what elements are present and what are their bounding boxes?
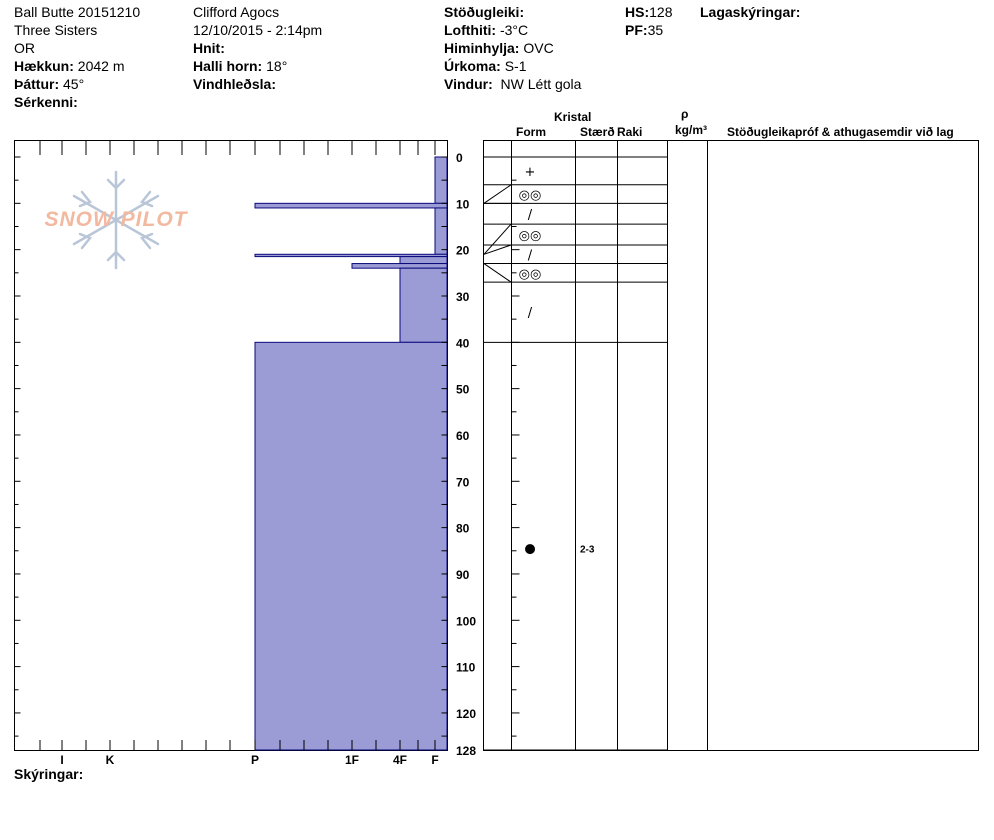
- depth-tick-label: 100: [456, 614, 477, 629]
- hs-value: 128: [649, 4, 673, 20]
- sky-value: OVC: [523, 40, 554, 56]
- depth-tick-label: 70: [456, 475, 470, 490]
- aspect-value: 45°: [63, 76, 85, 92]
- slope-value: 18°: [266, 58, 288, 74]
- hardness-bar-4: [400, 257, 447, 264]
- elevation-label: Hækkun:: [14, 58, 74, 74]
- observation-datetime: 12/10/2015 - 2:14pm: [193, 22, 323, 38]
- air-temp-label: Lofthiti:: [444, 22, 497, 38]
- depth-tick-label: 20: [456, 243, 470, 258]
- layer-form-symbol: ◎◎: [518, 228, 542, 244]
- hardness-bar-6: [400, 268, 447, 342]
- wind-value: NW Létt gola: [500, 76, 582, 92]
- depth-tick-label: 10: [456, 197, 470, 212]
- layer-form-symbol: /: [527, 306, 533, 322]
- site-name: Ball Butte 20151210: [14, 4, 141, 20]
- features-label: Sérkenni:: [14, 94, 78, 110]
- wind-label: Vindur:: [444, 76, 493, 92]
- pf-value: 35: [647, 22, 664, 38]
- depth-tick-label: 50: [456, 382, 470, 397]
- comments-label: Skýringar:: [14, 766, 84, 782]
- depth-tick-label: 90: [456, 567, 470, 582]
- hardness-bar-2: [435, 208, 447, 254]
- hardness-tick-label: K: [105, 753, 115, 767]
- layer-slant-connector: [484, 185, 511, 204]
- layer-form-symbol: +: [524, 164, 536, 180]
- hardness-tick-label: F: [431, 753, 439, 767]
- state-name: OR: [14, 40, 35, 56]
- hardness-tick-label: 4F: [392, 753, 408, 767]
- moisture-header: Raki: [617, 125, 643, 139]
- stability-tests-header: Stöðugleikapróf & athugasemdir við lag: [727, 125, 954, 139]
- layer-form-symbol: ◎◎: [518, 188, 542, 204]
- depth-tick-label: 128: [456, 744, 477, 758]
- layer-form-symbol: /: [527, 248, 533, 264]
- depth-tick-label: 0: [456, 151, 463, 165]
- layer-form-symbol: ●: [524, 541, 536, 557]
- logo-text: SNOW PILOT: [44, 208, 188, 231]
- depth-tick-label: 60: [456, 428, 470, 443]
- depth-tick-label: 80: [456, 521, 470, 536]
- precip-value: S-1: [504, 58, 527, 74]
- depth-tick-label: 120: [456, 706, 477, 721]
- depth-tick-label: 40: [456, 336, 470, 351]
- wind-loading-label: Vindhleðsla:: [193, 76, 276, 92]
- hardness-tick-label: P: [250, 753, 260, 767]
- layer-table-frame: [484, 141, 979, 751]
- observer-name: Clifford Agocs: [193, 4, 280, 20]
- layer-form-symbol: /: [527, 207, 533, 223]
- air-temp-value: -3°C: [499, 22, 529, 38]
- coords-label: Hnit:: [193, 40, 225, 56]
- crystal-header: Kristal: [554, 110, 592, 124]
- elevation-value: 2042 m: [77, 58, 125, 74]
- layer-slant-connector: [484, 264, 511, 283]
- hardness-tick-label: 1F: [344, 753, 360, 767]
- pf-label: PF:: [625, 22, 648, 38]
- hardness-bar-5: [352, 264, 447, 269]
- precip-label: Úrkoma:: [444, 58, 501, 74]
- size-header: Stærð: [580, 125, 615, 139]
- stability-label: Stöðugleiki:: [444, 4, 525, 20]
- form-header: Form: [516, 125, 546, 139]
- depth-tick-label: 30: [456, 289, 470, 304]
- layer-form-symbol: ◎◎: [518, 266, 542, 282]
- area-name: Three Sisters: [14, 22, 98, 38]
- sky-label: Himinhylja:: [444, 40, 520, 56]
- hardness-bar-1: [255, 203, 447, 208]
- hardness-tick-label: I: [60, 753, 64, 767]
- depth-tick-label: 110: [456, 660, 476, 675]
- layer-size-value: 2-3: [580, 544, 595, 556]
- hardness-bar-7: [255, 342, 447, 750]
- density-unit-header: kg/m³: [675, 123, 708, 137]
- layer-notes-label: Lagaskýringar:: [700, 4, 801, 20]
- rho-header: ρ: [681, 107, 689, 121]
- hs-label: HS:: [625, 4, 650, 20]
- slope-label: Halli horn:: [193, 58, 263, 74]
- aspect-label: Þáttur:: [14, 76, 60, 92]
